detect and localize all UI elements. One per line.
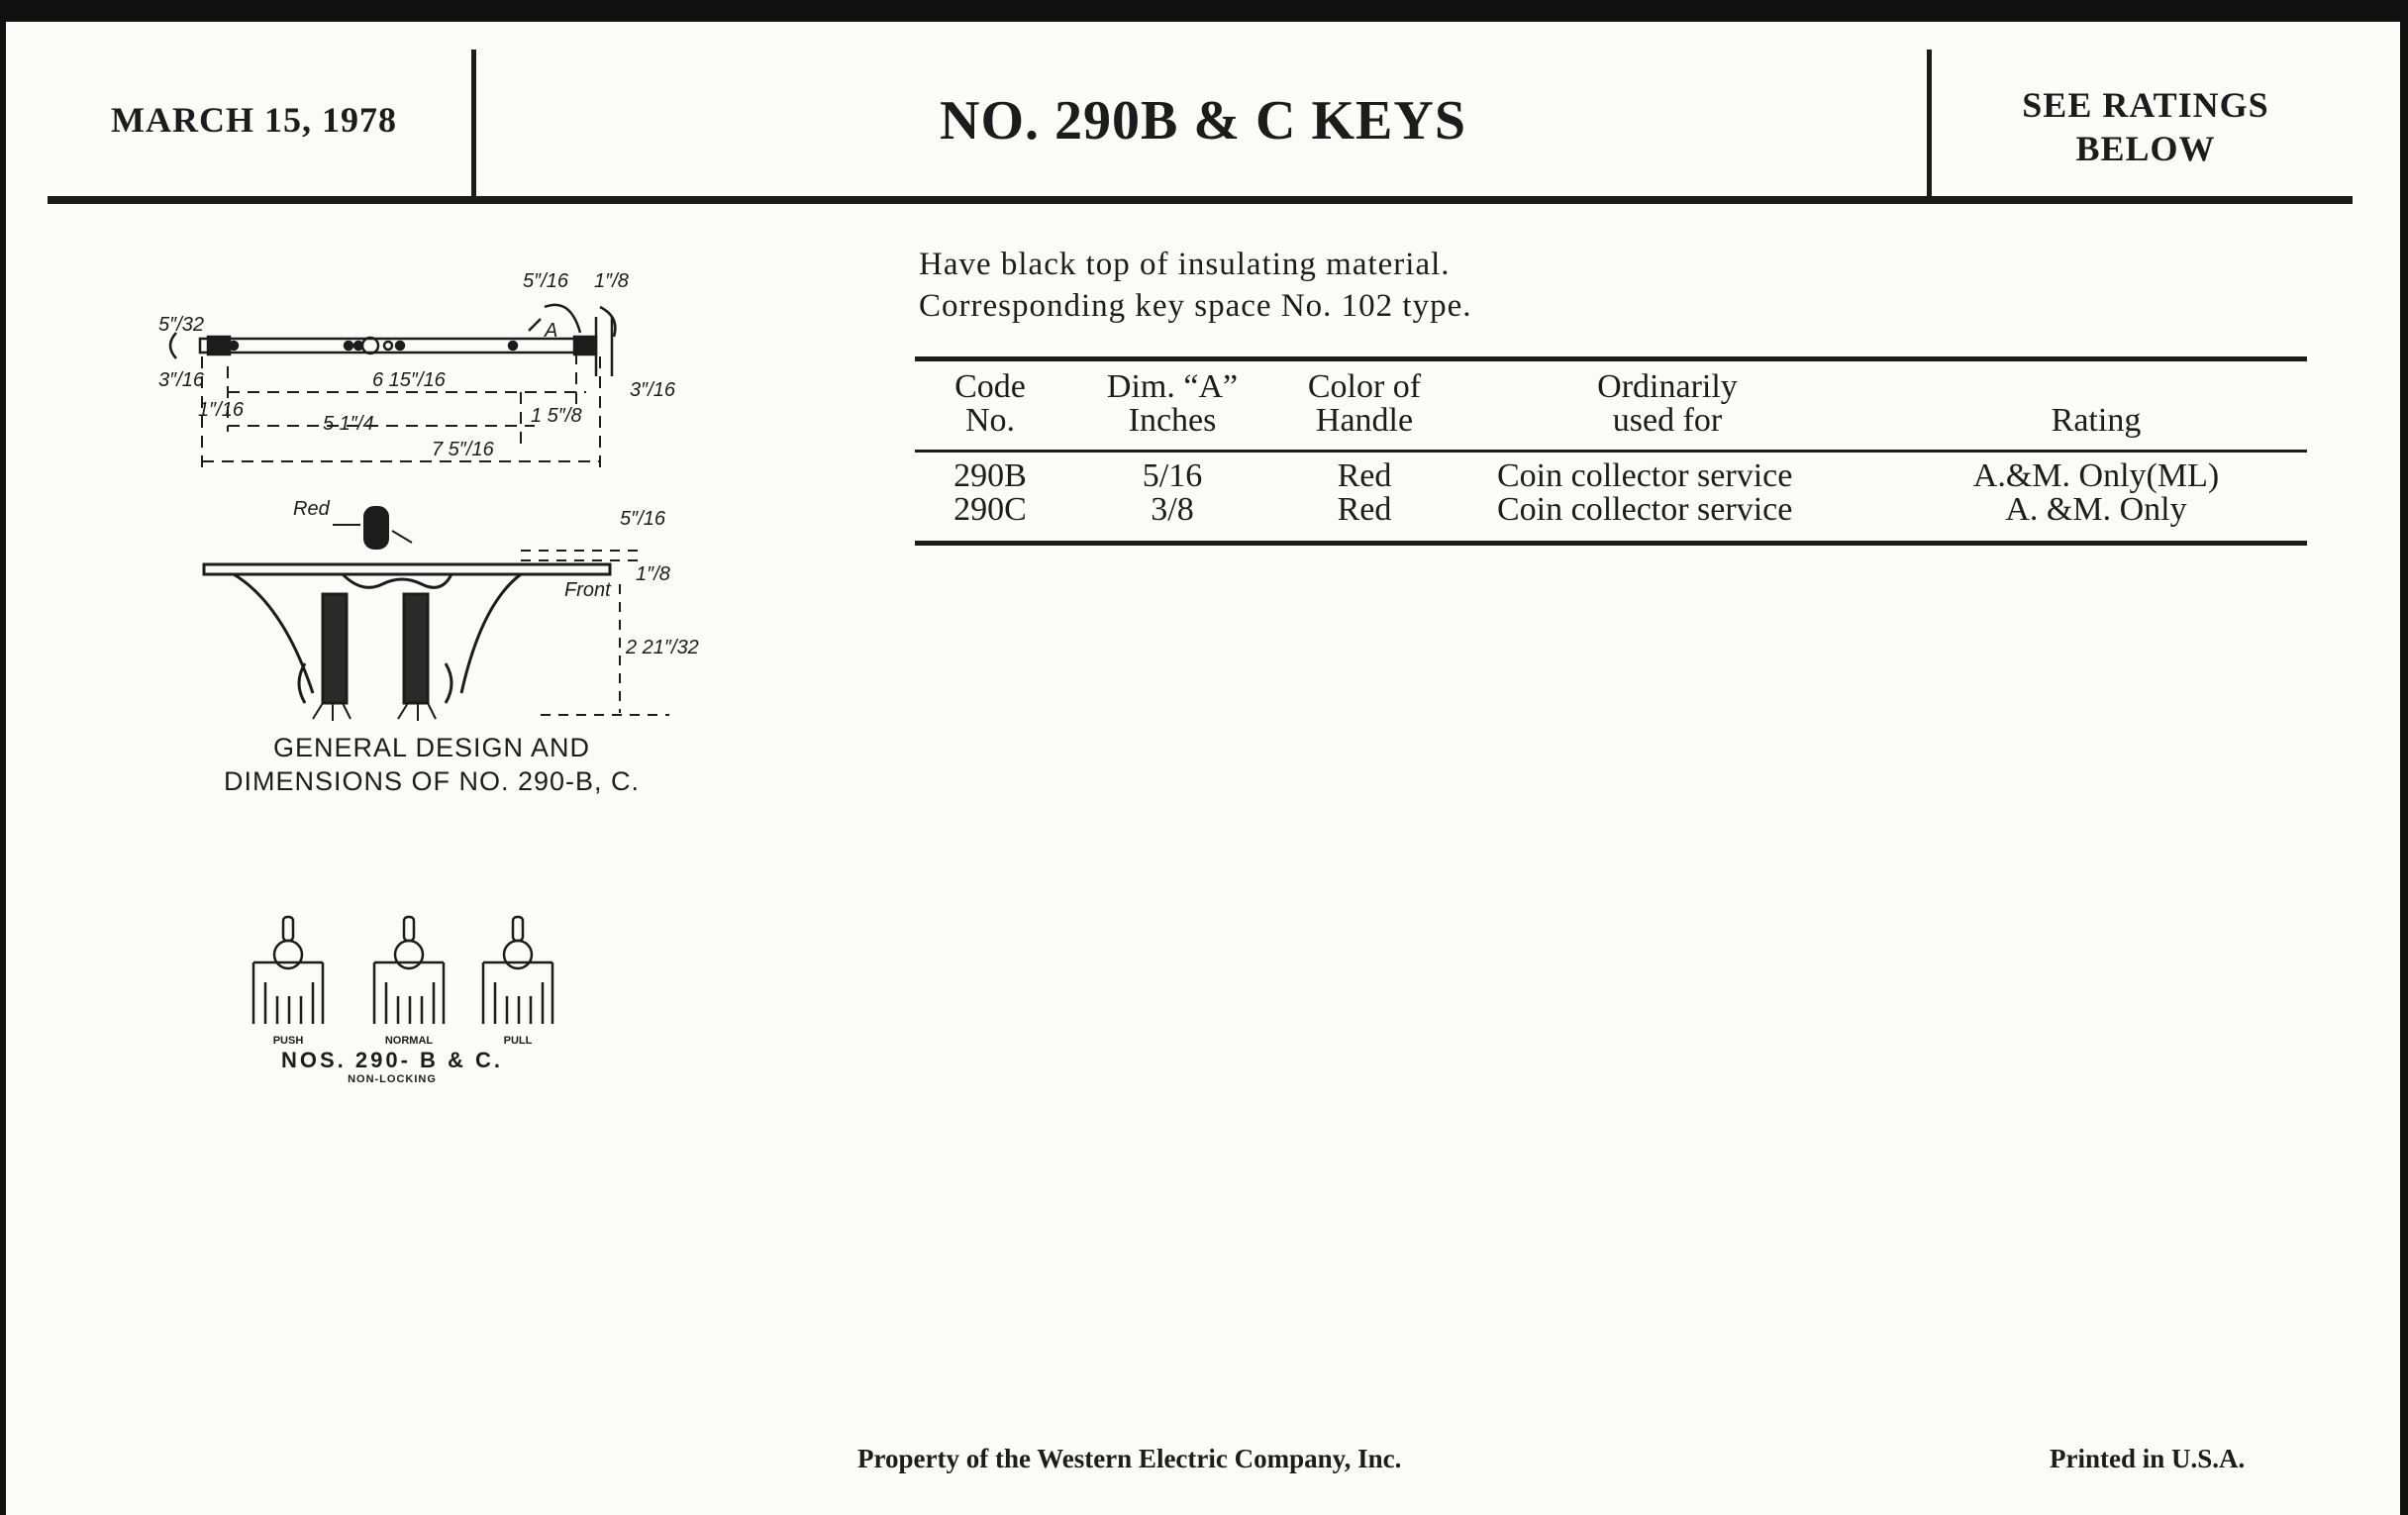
drawing-caption [204,731,659,798]
schematic-caption: NOS. 290- B & C. [280,1048,504,1072]
footer-printed: Printed in U.S.A. [2050,1444,2246,1473]
label-front: Front [564,579,611,601]
drawing-caption-line1: GENERAL DESIGN AND [272,733,591,762]
intro-text [919,244,1471,327]
contact-schematic-drawing [234,893,590,1052]
schematic-caption-sub: NON-LOCKING [348,1073,437,1085]
dim-six-15-16: 6 15″/16 [372,369,446,391]
schematic-normal [374,917,444,1024]
cell-color: Red [1337,457,1392,494]
dim-three-16-right: 3″/16 [630,379,676,401]
dim-three-16: 3″/16 [158,369,205,391]
cell-color: Red [1337,491,1392,528]
dim-one-16: 1″/16 [198,399,245,421]
dim-five-1-4: 5 1″/4 [323,413,374,435]
header-rule [48,196,2353,204]
cell-use: Coin collector service [1497,457,1793,494]
position-push: PUSH [272,1035,304,1047]
key-plate-outline [200,339,580,353]
drawing-caption-line2: DIMENSIONS OF NO. 290-B, C. [223,766,641,796]
header-used-for: Ordinarily used for [1597,368,1738,439]
header-rating: Rating [2051,402,2142,439]
footer-property: Property of the Western Electric Company, Inc. [857,1444,1402,1473]
table-row [915,493,2307,527]
intro-line-1: Have black top of insulating material. [919,247,1451,282]
key-handle [364,507,388,549]
key-top-plate [204,564,610,574]
dim-two-21-32: 2 21″/32 [626,637,699,658]
dim-one-5-8: 1 5″/8 [531,405,582,427]
header-dim-a: Dim. “A” Inches [1106,368,1239,439]
see-ratings-line1: SEE RATINGS [2022,85,2269,125]
table-row [915,446,2307,493]
position-pull: PULL [503,1035,533,1047]
cell-dim: 3/8 [1151,491,1194,528]
dim-one-8: 1″/8 [594,270,629,292]
document-title: NO. 290B & C KEYS [940,90,1466,152]
dim-five-16-side: 5″/16 [620,508,666,530]
cell-code: 290C [953,491,1027,528]
header-code: Code No. [954,368,1026,439]
dim-one-8-side: 1″/8 [636,563,670,585]
header-color: Color of Handle [1307,368,1422,439]
cell-use: Coin collector service [1497,491,1793,528]
dim-five-16: 5″/16 [523,270,569,292]
see-ratings-line2: BELOW [2075,129,2216,168]
intro-line-2: Corresponding key space No. 102 type. [919,288,1472,324]
table-header-row [915,358,2307,446]
cell-code: 290B [953,457,1027,494]
dim-a-label: A [545,320,558,342]
document-card [6,22,2400,1515]
key-side-view-drawing [194,485,699,733]
issue-date: MARCH 15, 1978 [111,100,397,140]
see-ratings-note [1933,83,2358,170]
schematic-push [253,917,323,1024]
key-top-view-drawing [154,257,676,475]
dim-seven-5-16: 7 5″/16 [432,439,494,460]
table-bottom-rule [915,541,2307,546]
label-red-handle: Red [293,498,330,520]
cell-dim: 5/16 [1142,457,1203,494]
key-ratings-table [915,358,2307,527]
schematic-pull [483,917,552,1024]
header-divider-right [1927,50,1932,198]
cell-rating: A. &M. Only [2005,491,2187,528]
cell-rating: A.&M. Only(ML) [1972,457,2220,494]
dim-five-32: 5″/32 [158,314,205,336]
position-normal: NORMAL [384,1035,434,1047]
